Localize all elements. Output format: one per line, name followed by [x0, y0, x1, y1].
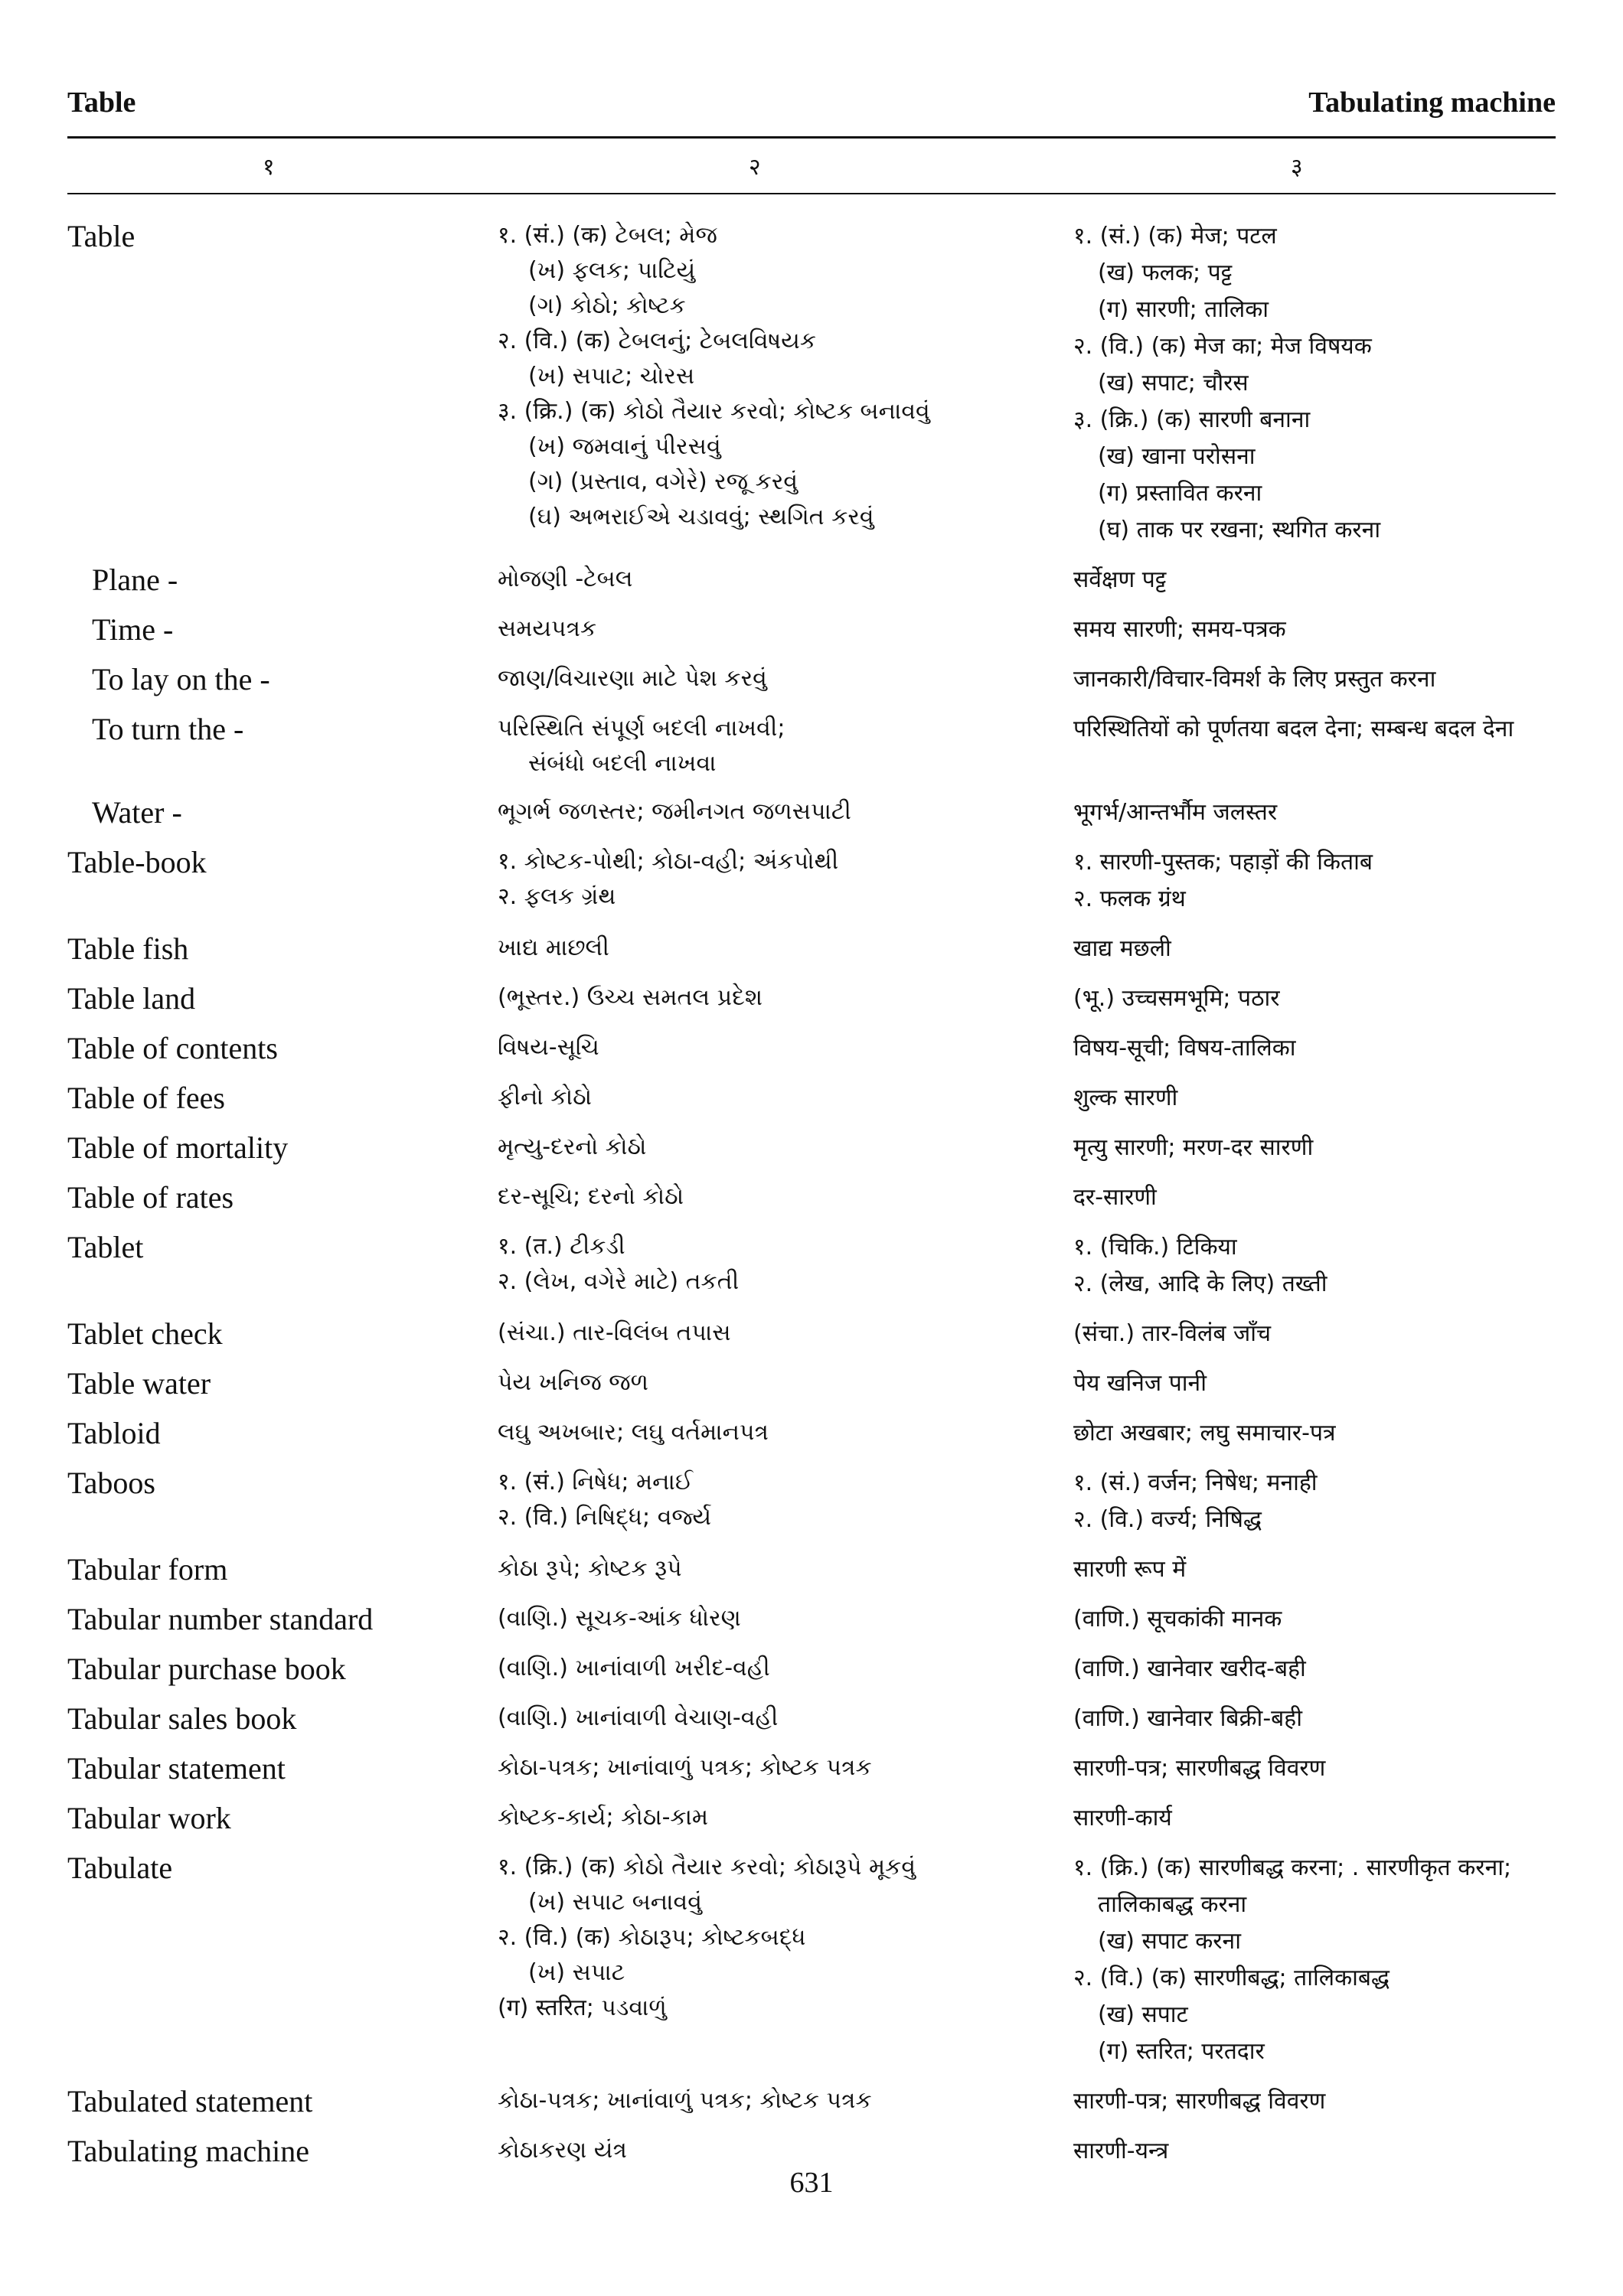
hindi-meaning-line: सारणी-कार्य — [1073, 1805, 1172, 1831]
hindi-meaning-column — [1073, 1229, 1556, 1303]
gujarati-meaning-line: મૃત્યુ-દરનો કોઠો — [498, 1133, 647, 1160]
entry-term: Table of fees — [67, 1081, 225, 1115]
hindi-meaning-line: सारणी-पत्र; सारणीबद्ध विवरण — [1073, 2088, 1326, 2115]
entry-term: Tabulate — [67, 1851, 173, 1885]
hindi-meaning-column — [1073, 2083, 1556, 2120]
column-headings — [67, 145, 1556, 191]
dictionary-entry — [67, 1701, 1556, 1737]
entry-term: Table-book — [67, 845, 207, 879]
hindi-meaning-line: परिस्थितियों को पूर्णतया बदल देना; सम्बन्ध बदल देना — [1073, 716, 1514, 742]
hindi-meaning-line: १. (सं.) वर्जन; निषेध; मनाही — [1073, 1469, 1318, 1496]
dictionary-entries — [67, 218, 1556, 2183]
dictionary-entry — [67, 1365, 1556, 1402]
hindi-meaning-column — [1073, 562, 1556, 598]
gujarati-meaning-line: (વાણિ.) ખાનાંવાળી વેચાણ-વહી — [498, 1704, 779, 1731]
entry-term: To turn the - — [92, 712, 244, 746]
gujarati-meaning-column — [498, 1365, 1073, 1402]
dictionary-entry — [67, 2133, 1556, 2170]
hindi-meaning-column — [1073, 980, 1556, 1017]
gujarati-meaning-column — [498, 1701, 1073, 1737]
dictionary-entry — [67, 562, 1556, 598]
gujarati-meaning-line: (ઘ) અભરાઈએ ચડાવવું; સ્થગિત કરવું — [528, 504, 874, 530]
hindi-meaning-line: (वाणि.) खानेवार खरीद-बही — [1073, 1655, 1306, 1682]
dictionary-entry — [67, 1229, 1556, 1303]
hindi-meaning-line: (ग) स्तरित; परतदार — [1098, 2038, 1265, 2065]
hindi-meaning-column — [1073, 1130, 1556, 1166]
hindi-meaning-column — [1073, 1800, 1556, 1837]
hindi-meaning-line: (वाणि.) सूचकांकी मानक — [1073, 1606, 1282, 1632]
gujarati-meaning-line: २. (वि.) (क) કોઠારૂપ; કોષ્ટકબદ્ધ — [498, 1924, 806, 1951]
hindi-meaning-line: (घ) ताक पर रखना; स्थगित करना — [1098, 517, 1381, 543]
entry-term: Table of rates — [67, 1180, 234, 1215]
gujarati-meaning-column — [498, 1800, 1073, 1837]
hindi-meaning-line: १. (सं.) (क) मेज; पटल — [1073, 223, 1277, 249]
gujarati-meaning-column — [498, 1179, 1073, 1216]
gujarati-meaning-line: १. (सं.) નિષેધ; મનાઈ — [498, 1469, 694, 1495]
hindi-meaning-line: १. (चिकि.) टिकिया — [1073, 1234, 1237, 1261]
hindi-meaning-line: पेय खनिज पानी — [1073, 1370, 1207, 1397]
entry-term: Tabular form — [67, 1552, 228, 1587]
gujarati-meaning-line: જાણ/વિચારણા માટે પેશ કરવું — [498, 665, 767, 692]
hindi-meaning-line: तालिकाबद्ध करना — [1098, 1891, 1247, 1918]
header-left-guideword: Table — [67, 86, 136, 119]
hindi-meaning-line: सारणी-यन्त्र — [1073, 2138, 1169, 2164]
entry-term: Tablet — [67, 1230, 144, 1264]
hindi-meaning-line: (ख) सपाट करना — [1098, 1928, 1241, 1955]
hindi-meaning-column — [1073, 1750, 1556, 1787]
gujarati-meaning-column — [498, 218, 1073, 549]
hindi-meaning-line: २. (लेख, आदि के लिए) तख्ती — [1073, 1270, 1327, 1297]
hindi-meaning-line: २. (वि.) वर्ज्य; निषिद्ध — [1073, 1506, 1262, 1533]
hindi-meaning-line: खाद्य मछली — [1073, 935, 1171, 962]
entry-term: Plane - — [92, 563, 178, 597]
gujarati-meaning-column — [498, 1750, 1073, 1787]
gujarati-meaning-line: (ખ) સપાટ બનાવવું — [528, 1889, 702, 1916]
top-rule — [67, 136, 1556, 139]
entry-term: Time - — [92, 612, 174, 647]
gujarati-meaning-line: લઘુ અખબાર; લઘુ વર્તમાનપત્ર — [498, 1419, 769, 1446]
dictionary-entry — [67, 1651, 1556, 1688]
entry-term: Taboos — [67, 1466, 155, 1500]
page-number: 631 — [789, 2167, 834, 2199]
gujarati-meaning-line: (ખ) સપાટ; ચોરસ — [528, 363, 695, 390]
hindi-meaning-line: १. (क्रि.) (क) सारणीबद्ध करना; . सारणीकृत करना; — [1073, 1854, 1512, 1881]
running-header — [67, 86, 1556, 119]
hindi-meaning-line: २. (वि.) (क) सारणीबद्ध; तालिकाबद्ध — [1073, 1965, 1390, 1991]
entry-term: Table fish — [67, 931, 189, 966]
entry-term: Tabular sales book — [67, 1701, 297, 1736]
dictionary-entry — [67, 1850, 1556, 2070]
gujarati-meaning-column — [498, 2133, 1073, 2170]
hindi-meaning-line: भूगर्भ/आन्तर्भौम जलस्तर — [1073, 799, 1278, 826]
header-right-guideword: Tabulating machine — [1308, 86, 1556, 119]
gujarati-meaning-column — [498, 1415, 1073, 1452]
gujarati-meaning-line: વિષય-સૂચિ — [498, 1034, 599, 1061]
dictionary-entry — [67, 711, 1556, 781]
hindi-meaning-column — [1073, 661, 1556, 698]
gujarati-meaning-line: ખાદ્ય માછલી — [498, 934, 609, 961]
hindi-meaning-line: छोटा अखबार; लघु समाचार-पत्र — [1073, 1420, 1336, 1446]
hindi-meaning-line: (ख) फलक; पट्ट — [1098, 259, 1233, 286]
gujarati-meaning-column — [498, 931, 1073, 967]
dictionary-entry — [67, 1130, 1556, 1166]
gujarati-meaning-line: (વાણિ.) સૂચક-આંક ધોરણ — [498, 1605, 741, 1632]
hindi-meaning-line: १. सारणी-पुस्तक; पहाड़ों की किताब — [1073, 849, 1373, 876]
gujarati-meaning-column — [498, 661, 1073, 698]
entry-term: Table water — [67, 1366, 211, 1401]
entry-term: Tabloid — [67, 1416, 161, 1450]
hindi-meaning-column — [1073, 612, 1556, 648]
gujarati-meaning-column — [498, 562, 1073, 598]
dictionary-entry — [67, 612, 1556, 648]
gujarati-meaning-line: (ખ) સપાટ — [528, 1959, 625, 1986]
hindi-meaning-column — [1073, 931, 1556, 967]
dictionary-entry — [67, 1601, 1556, 1638]
dictionary-entry — [67, 1415, 1556, 1452]
column-heading-1: १ — [263, 155, 275, 180]
entry-term: To lay on the - — [92, 662, 270, 696]
entry-term: Table of contents — [67, 1031, 278, 1065]
dictionary-entry — [67, 218, 1556, 549]
hindi-meaning-line: (ख) खाना परोसना — [1098, 443, 1256, 470]
hindi-meaning-line: (ख) सपाट — [1098, 2001, 1188, 2028]
entry-term: Tablet check — [67, 1316, 223, 1351]
gujarati-meaning-column — [498, 1229, 1073, 1303]
dictionary-entry — [67, 1465, 1556, 1538]
dictionary-entry — [67, 794, 1556, 831]
hindi-meaning-line: २. (वि.) (क) मेज का; मेज विषयक — [1073, 333, 1372, 360]
dictionary-entry — [67, 1080, 1556, 1117]
hindi-meaning-column — [1073, 1080, 1556, 1117]
gujarati-meaning-line: (સંચા.) તાર-વિલંબ તપાસ — [498, 1319, 731, 1346]
hindi-meaning-line: (ख) सपाट; चौरस — [1098, 370, 1249, 396]
gujarati-meaning-line: (ग) स्तरित; પડવાળું — [498, 1994, 667, 2021]
gujarati-meaning-line: કોઠા રૂપે; કોષ્ટક રૂપે — [498, 1555, 682, 1582]
gujarati-meaning-line: (ખ) ફલક; પાટિયું — [528, 257, 696, 284]
hindi-meaning-line: मृत्यु सारणी; मरण-दर सारणी — [1073, 1134, 1314, 1161]
hindi-meaning-line: जानकारी/विचार-विमर्श के लिए प्रस्तुत करना — [1073, 666, 1436, 693]
dictionary-entry — [67, 1551, 1556, 1588]
gujarati-meaning-line: २. (वि.) (क) ટેબલનું; ટેબલવિષયક — [498, 328, 817, 354]
hindi-meaning-line: ३. (क्रि.) (क) सारणी बनाना — [1073, 406, 1311, 433]
heading-rule — [67, 193, 1556, 194]
hindi-meaning-line: (संचा.) तार-विलंब जाँच — [1073, 1320, 1272, 1347]
dictionary-entry — [67, 1030, 1556, 1067]
hindi-meaning-line: दर-सारणी — [1073, 1184, 1157, 1211]
hindi-meaning-column — [1073, 1465, 1556, 1538]
hindi-meaning-column — [1073, 844, 1556, 918]
gujarati-meaning-column — [498, 1850, 1073, 2070]
hindi-meaning-line: (ग) प्रस्तावित करना — [1098, 480, 1262, 507]
hindi-meaning-line: सारणी-पत्र; सारणीबद्ध विवरण — [1073, 1755, 1326, 1782]
hindi-meaning-line: सारणी रूप में — [1073, 1556, 1187, 1583]
gujarati-meaning-line: પરિસ્થિતિ સંપૂર્ણ બદલી નાખવી; — [498, 715, 785, 742]
entry-term: Tabulated statement — [67, 2084, 313, 2118]
gujarati-meaning-column — [498, 844, 1073, 918]
gujarati-meaning-line: ३. (क्रि.) (क) કોઠો તૈયાર કરવો; કોષ્ટક બનાવવું — [498, 398, 930, 425]
hindi-meaning-line: समय सारणी; समय-पत्रक — [1073, 616, 1286, 643]
dictionary-entry — [67, 931, 1556, 967]
gujarati-meaning-column — [498, 1130, 1073, 1166]
gujarati-meaning-line: २. (वि.) નિષિદ્ધ; વર્જ્ય — [498, 1504, 712, 1531]
gujarati-meaning-line: કોઠાકરણ યંત્ર — [498, 2137, 627, 2164]
gujarati-meaning-line: ભૂગર્ભ જળસ્તર; જમીનગત જળસપાટી — [498, 798, 851, 825]
dictionary-entry — [67, 1316, 1556, 1352]
hindi-meaning-column — [1073, 1415, 1556, 1452]
hindi-meaning-column — [1073, 1030, 1556, 1067]
hindi-meaning-column — [1073, 794, 1556, 831]
gujarati-meaning-line: (ભૂસ્તર.) ઉચ્ચ સમતલ પ્રદેશ — [498, 984, 763, 1011]
hindi-meaning-column — [1073, 1601, 1556, 1638]
hindi-meaning-column — [1073, 1316, 1556, 1352]
gujarati-meaning-line: કોષ્ટક-કાર્ય; કોઠા-કામ — [498, 1804, 709, 1831]
hindi-meaning-line: २. फलक ग्रंथ — [1073, 885, 1186, 912]
gujarati-meaning-line: ફીનો કોઠો — [498, 1084, 593, 1110]
gujarati-meaning-line: १. (क्रि.) (क) કોઠો તૈયાર કરવો; કોઠારૂપે મૂકવું — [498, 1854, 916, 1880]
column-heading-3: ३ — [1291, 155, 1303, 180]
gujarati-meaning-line: કોઠા-પત્રક; ખાનાંવાળું પત્રક; કોષ્ટક પત્રક — [498, 1754, 872, 1781]
hindi-meaning-column — [1073, 1651, 1556, 1688]
hindi-meaning-column — [1073, 1701, 1556, 1737]
hindi-meaning-line: (ग) सारणी; तालिका — [1098, 296, 1269, 323]
gujarati-meaning-column — [498, 1465, 1073, 1538]
dictionary-entry — [67, 2083, 1556, 2120]
entry-term: Tabular work — [67, 1801, 231, 1835]
gujarati-meaning-line: મોજણી -ટેબલ — [498, 566, 633, 592]
entry-term: Table land — [67, 981, 196, 1016]
hindi-meaning-column — [1073, 711, 1556, 781]
dictionary-entry — [67, 1800, 1556, 1837]
hindi-meaning-column — [1073, 2133, 1556, 2170]
hindi-meaning-column — [1073, 1551, 1556, 1588]
gujarati-meaning-column — [498, 980, 1073, 1017]
gujarati-meaning-column — [498, 1551, 1073, 1588]
gujarati-meaning-line: २. (લેખ, વગેરે માટે) તકતી — [498, 1268, 740, 1295]
gujarati-meaning-line: (વાણિ.) ખાનાંવાળી ખરીદ-વહી — [498, 1655, 770, 1681]
hindi-meaning-column — [1073, 218, 1556, 549]
gujarati-meaning-column — [498, 1651, 1073, 1688]
gujarati-meaning-column — [498, 794, 1073, 831]
hindi-meaning-line: सर्वेक्षण पट्ट — [1073, 566, 1167, 593]
gujarati-meaning-line: (ખ) જમવાનું પીરસવું — [528, 433, 721, 460]
entry-term: Tabular statement — [67, 1751, 286, 1786]
gujarati-meaning-line: २. ફલક ગ્રંથ — [498, 883, 616, 910]
hindi-meaning-line: (वाणि.) खानेवार बिक्री-बही — [1073, 1705, 1302, 1732]
gujarati-meaning-column — [498, 2083, 1073, 2120]
hindi-meaning-column — [1073, 1365, 1556, 1402]
entry-term: Table of mortality — [67, 1130, 289, 1165]
entry-term: Table — [67, 219, 136, 253]
gujarati-meaning-column — [498, 1601, 1073, 1638]
gujarati-meaning-column — [498, 612, 1073, 648]
gujarati-meaning-line: દર-સૂચિ; દરનો કોઠો — [498, 1183, 684, 1210]
gujarati-meaning-line: १. (त.) ટીકડી — [498, 1233, 625, 1260]
dictionary-entry — [67, 661, 1556, 698]
gujarati-meaning-line: (ગ) (પ્રસ્તાવ, વગેરે) રજૂ કરવું — [528, 468, 798, 495]
dictionary-entry — [67, 1179, 1556, 1216]
gujarati-meaning-column — [498, 1080, 1073, 1117]
gujarati-meaning-line: સંબંધો બદલી નાખવા — [528, 750, 717, 777]
gujarati-meaning-line: સમયપત્રક — [498, 615, 597, 642]
gujarati-meaning-column — [498, 1030, 1073, 1067]
hindi-meaning-line: विषय-सूची; विषय-तालिका — [1073, 1035, 1296, 1062]
dictionary-entry — [67, 844, 1556, 918]
gujarati-meaning-line: પેય ખનિજ જળ — [498, 1369, 649, 1396]
hindi-meaning-line: शुल्क सारणी — [1073, 1084, 1178, 1111]
hindi-meaning-line: (भू.) उच्चसमभूमि; पठार — [1073, 985, 1280, 1012]
entry-term: Tabular purchase book — [67, 1652, 346, 1686]
hindi-meaning-column — [1073, 1179, 1556, 1216]
gujarati-meaning-line: १. (सं.) (क) ટેબલ; મેજ — [498, 222, 717, 249]
gujarati-meaning-line: १. કોષ્ટક-પોથી; કોઠા-વહી; અંકપોથી — [498, 848, 839, 875]
gujarati-meaning-line: (ગ) કોઠો; કોષ્ટક — [528, 292, 686, 319]
dictionary-entry — [67, 1750, 1556, 1787]
entry-term: Tabular number standard — [67, 1602, 374, 1636]
entry-term: Tabulating machine — [67, 2134, 309, 2168]
column-heading-2: २ — [749, 155, 761, 180]
gujarati-meaning-column — [498, 1316, 1073, 1352]
gujarati-meaning-line: કોઠા-પત્રક; ખાનાંવાળું પત્રક; કોષ્ટક પત્રક — [498, 2087, 872, 2114]
dictionary-entry — [67, 980, 1556, 1017]
entry-term: Water - — [92, 795, 182, 830]
hindi-meaning-column — [1073, 1850, 1556, 2070]
gujarati-meaning-column — [498, 711, 1073, 781]
